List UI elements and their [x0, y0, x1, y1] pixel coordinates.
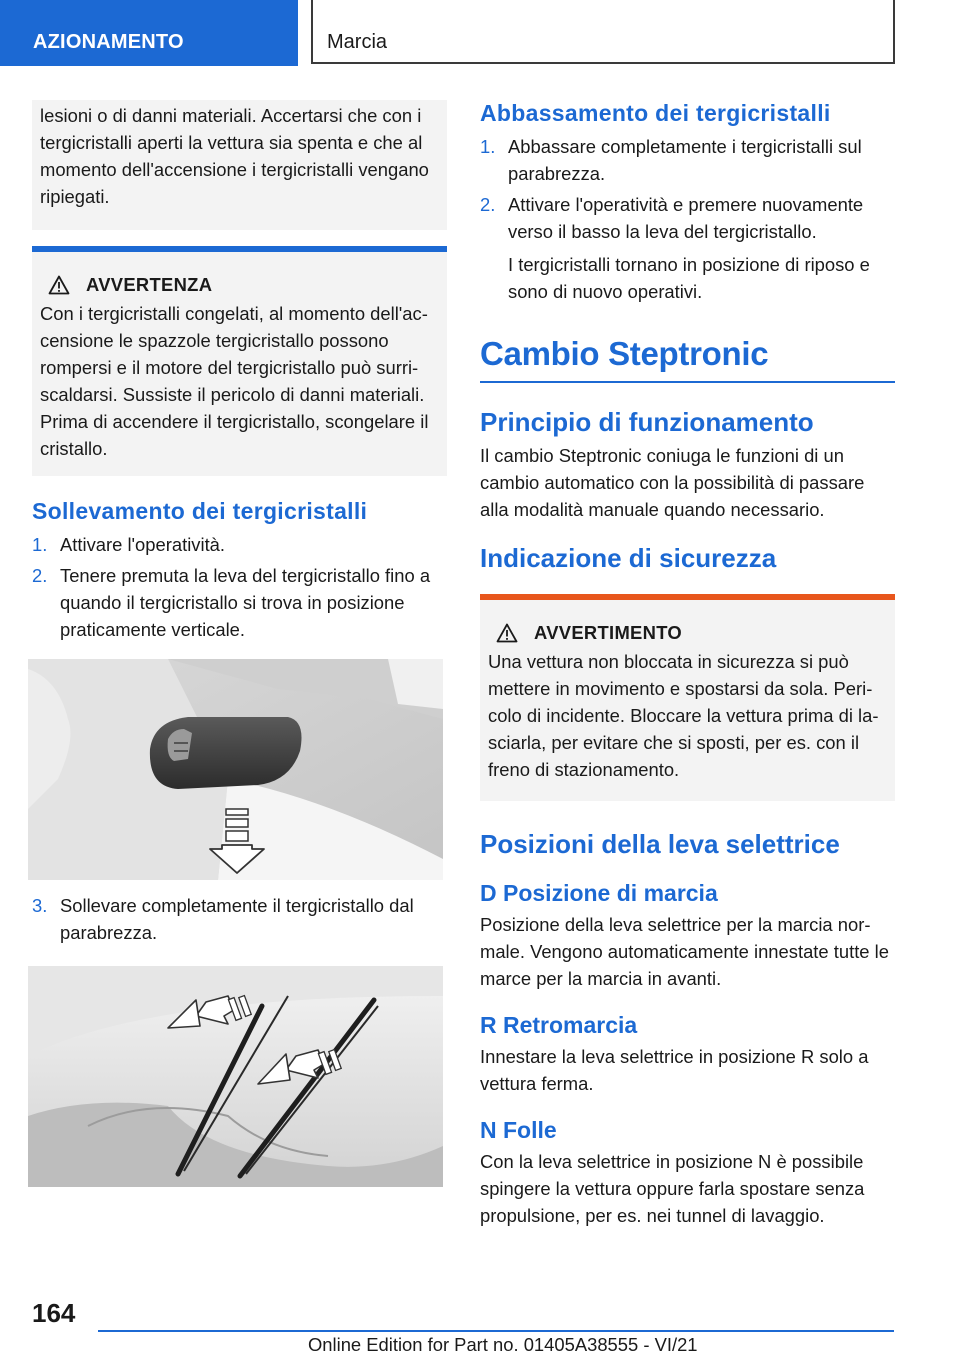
list-item — [32, 562, 447, 643]
warning-title — [488, 622, 887, 644]
list-item — [480, 133, 895, 187]
step-text-main: Attivare l'operatività e premere nuovamente verso il basso la leva del tergicristallo. — [508, 194, 864, 242]
step-number: 2. — [480, 194, 496, 215]
edition-text: Online Edition for Part no. 01405A38555 - VI/21 — [308, 1334, 698, 1355]
step-text: Tenere premuta la leva del tergicristallo fino a quando il tergicristallo si trova in posizione praticamente verticale. — [60, 565, 431, 640]
step-text: Abbassare completamente i tergicristalli sul parabrezza. — [508, 136, 862, 184]
warning-title-text: AVVERTENZA — [86, 274, 213, 295]
safety-heading: Indicazione di sicurezza — [480, 543, 777, 573]
warning-text: Una vettura non bloccata in sicurezza si può mettere in movimento e spostarsi da sola. Pericolo di incidente. Bloccare la vettura prima di lasciarla, per evitare che si sposti, per es. con il freno di stazionamento. — [488, 651, 879, 780]
list-item — [32, 892, 447, 946]
raise-steps-continued — [32, 892, 447, 946]
windshield-wipers-illustration — [28, 966, 443, 1187]
position-r-text: Innestare la leva selettrice in posizione R solo a vettura ferma. — [480, 1046, 869, 1094]
positions-heading: Posizioni della leva selettrice — [480, 829, 840, 859]
list-item — [480, 191, 895, 305]
section-title: AZIONAMENTO — [0, 0, 298, 66]
lower-wipers-heading: Abbassamento dei tergicristalli — [480, 100, 831, 126]
raise-steps — [32, 531, 447, 643]
left-column — [32, 100, 447, 1187]
continued-warning-text: lesioni o di danni materiali. Accertarsi che con i tergicristalli aperti la vettura sia spenta e che al momento dell'accensione i tergicristalli vengano ripiegati. — [40, 105, 429, 207]
position-d-text: Posizione della leva selettrice per la marcia normale. Vengono automaticamente innestate tutte le marce per la marcia in avanti. — [480, 914, 889, 989]
continued-warning-box — [32, 100, 447, 230]
warning-title — [40, 274, 439, 296]
step-number: 2. — [32, 565, 48, 586]
list-item — [32, 531, 447, 558]
chapter-title: Marcia — [311, 0, 895, 64]
warning-title-text: AVVERTIMENTO — [534, 622, 683, 643]
page-header — [0, 0, 960, 66]
safety-warning-box — [480, 594, 895, 801]
right-column — [480, 100, 895, 1229]
step-number: 1. — [32, 534, 48, 555]
step-text — [508, 191, 895, 305]
warning-text: Con i tergicristalli congelati, al momento dell'accensione le spazzole tergicristallo possono rompersi e il motore del tergicristallo può surriscaldarsi. Sussiste il pericolo di danni materiali. Prima di accendere il tergicristallo, scongelare il cristallo. — [40, 303, 429, 459]
raise-wipers-heading: Sollevamento dei tergicristalli — [32, 498, 368, 524]
position-d-heading: D Posizione di marcia — [480, 880, 718, 906]
principle-text: Il cambio Steptronic coniuga le funzioni di un cambio automatico con la possibilità di passare alla modalità manuale quando necessario. — [480, 445, 865, 520]
step-number: 3. — [32, 895, 48, 916]
position-n-text: Con la leva selettrice in posizione N è possibile spingere la vettura oppure farla spostare senza propulsione, per es. nei tunnel di lavaggio. — [480, 1151, 865, 1226]
position-r-heading: R Retromarcia — [480, 1012, 638, 1038]
page-number: 164 — [32, 1298, 76, 1328]
step-result-text: I tergicristalli tornano in posizione di riposo e sono di nuovo operativi. — [508, 254, 870, 302]
steptronic-title: Cambio Steptronic — [480, 335, 895, 383]
wiper-lever-illustration — [28, 659, 443, 880]
step-number: 1. — [480, 136, 496, 157]
position-n-heading: N Folle — [480, 1117, 557, 1143]
principle-heading: Principio di funzionamento — [480, 407, 814, 437]
step-text: Sollevare completamente il tergicristallo dal parabrezza. — [60, 895, 414, 943]
warning-triangle-icon — [48, 275, 70, 295]
lower-steps — [480, 133, 895, 305]
warning-triangle-icon — [496, 623, 518, 643]
step-text: Attivare l'operatività. — [60, 534, 226, 555]
warning-box — [32, 246, 447, 476]
footer-divider — [98, 1330, 894, 1332]
